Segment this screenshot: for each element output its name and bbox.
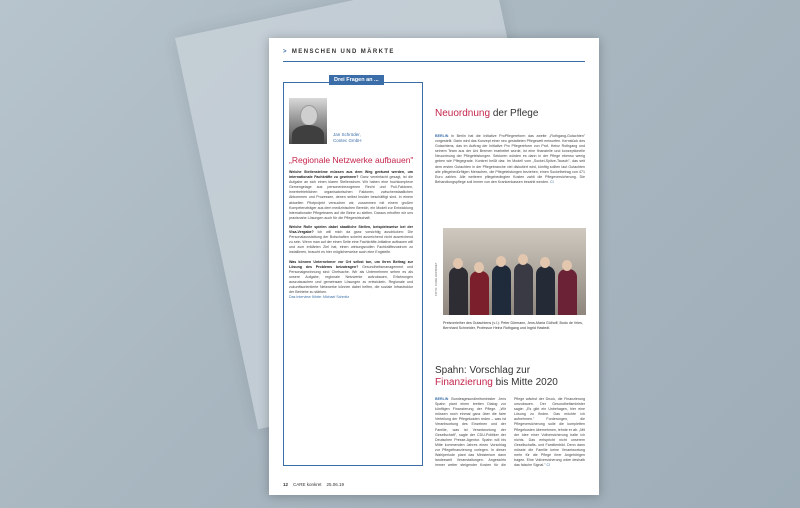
article2-text: Bundesgesundheitsminister Jens Spahn plant einen breiten Dialog zur künftigen Finanzierung der Pflege. „Wir müssen noch einmal ganz über die faire Verteilung der Pflegekosten reden – was ist Verantwortung des Einzelnen und der Familie, was ist Verantwortung der Gesellschaft", sagte der CDU-Politiker der Deutschen Presse-Agentur. Spahn will bis Mitte kommenden Jahres einen Vorschlag zur Pflegefinanzierung vorlegen. In dieser Wahlperiode plant das Ministerium dann landesweit Veranstaltungen. Angesichts immer weiter steigender Kosten für die Pflege wächst der Druck, die Finanzierung umzubauen. Der Gesundheitsminister sagte: „Es gibt ein Unbehagen, hier eine Lösung zu finden. Das möchte ich aufnehmen." Forderungen, die Pflegeversicherung solle die kompletten Pflegekosten übernehmen, lehnte er ab. „Mit der Idee einer Vollversicherung halte ich nichts. Das entspricht nicht unserem Gesellschafts- und Familienbild. Denn dann müsste die Familie keine Verantwortung mehr für die Pflege ihrer Angehörigen tragen. Eine Vollversicherung wäre deshalb das falsche Signal." — [435, 397, 585, 468]
portrait-shoulders — [292, 125, 324, 144]
photo-person — [536, 266, 555, 315]
page-number: 12 — [283, 482, 289, 487]
section-header — [283, 49, 395, 55]
group-photo — [443, 228, 586, 315]
publication-name: CARE konkret — [293, 482, 322, 487]
question-3: Was können Unternehmer vor Ort selbst tun, um ihren Beitrag zur Lösung des Problems beizutragen? — [289, 259, 413, 269]
answer-3: Gesundheitsmanagement und Personalgewinnung sind Chefsache. Wir als Unternehmen sehen es als unsere Aufgabe, regionale Netzwerke aufzubauen, Erfahrungen auszutauschen und gemeinsam Lösungen zu entwickeln. Regionale und zukunftsorientierte Netzwerke können dabei helfen, die soziale Infrastruktur der Betriebe zu stärken. — [289, 264, 413, 295]
photo-credit: FOTO: CARE KONKRET — [434, 262, 438, 296]
article2-title-rest: bis Mitte 2020 — [492, 377, 558, 388]
answer-2: Ich will mich da ganz vorsichtig ausdrücken: Die Personalausstattung der Botschaften scheint ausreichend nicht ausreichend zu sein. Wenn man auf der einen Seite eine Fachkräfte-Initiative aufbauen will und zum erklärten Ziel hat, einen wirkungsvollen Fachkräftezustrom zu installieren, braucht es hier möglicherweise auch eine Engstelle. — [289, 230, 413, 255]
article2-title-line1: Spahn: Vorschlag zur — [435, 365, 531, 376]
page-footer — [283, 482, 344, 487]
article2-body — [435, 397, 585, 489]
answer-1: Ganz vereinfacht gesagt, ist die Aufgabe an sich einen klaren Stellenstrom. Wir haben eine hochkomplexe Gemengelage aus personenbezogenen Recht und Pull-Faktoren, innerbetrieblichen organisatorischen Faktoren, zwischenstaatlichen Abkommen und Prozessen, denen selbst Insider beschäftigt sind. In einem aktuellen Pilotprojekt versuchen wir, zusammen mit einem großen Kompetenzträger aus dem medizinischen Bereich, ein Modell zur Entwicklung internationaler Pflegeteams auf die Beine zu stellen. Daraus erhoffen wir uns praxisnahe Lösungen auch für die Pflegewirtschaft. — [289, 175, 414, 220]
portrait-head — [300, 105, 318, 126]
article1-body — [435, 134, 585, 185]
article1-title-rest: der Pflege — [490, 108, 539, 119]
section-title: MENSCHEN UND MÄRKTE — [291, 49, 395, 55]
article1-endmark: CI — [550, 179, 554, 184]
article2-title — [435, 365, 585, 389]
interview-tab: Drei Fragen an ... — [329, 75, 384, 85]
person-credit — [333, 132, 362, 144]
photo-person — [470, 271, 489, 315]
question-1: Welche Stellenströme müssen aus dem Weg geräumt werden, um internationale Fachkräfte zu gewinnen? — [289, 170, 413, 180]
article2-endmark: CI — [546, 463, 551, 468]
issue-date: 25.06.19 — [326, 482, 345, 487]
interview-author: Das Interview führte: Michael Schmitz — [289, 295, 350, 300]
portrait-photo — [289, 98, 327, 144]
article1-dateline: BERLIN — [435, 134, 449, 138]
article2-dateline: BERLIN — [435, 397, 449, 401]
photo-caption: Preisverleiher des Gutachtens (v.l.): Peter Dörmann, Jens-Maria Gülhoff, Bodo de Vries, Bernhard Schneider, Professor Heinz Rothgang und Ingrid Hastedt. — [443, 321, 583, 330]
chevron-icon: > — [283, 49, 288, 55]
article1-title-highlight: Neuordnung — [435, 108, 491, 119]
photo-person — [492, 265, 511, 315]
article1-text: In Berlin hat die Initiative ProPflegereform das zweite „Rothgang-Gutachten" vorgestellt. Darin wird das Konzept einer neu gestalteten Pflegewelt entworfen. Kernstück des Gutachtens, das im Auftrag der Initiative Pro Pflegereform von Prof. Heinz Rothgang und seinem Team aus der Uni Bremen erarbeitet wurde, ist eine finanzielle und konzeptionelle Neuordnung der Pflegeleistungen. Sektoren würden es dann in der Pflege ebenso wenig geben wie Pflegegrade. Konkret heißt das: Im Modell vom „Sockel-Spitze-Tausch", das seit dem ersten Gutachten in der Pflegebranche viel diskutiert wird, künftig sollten laut Gutachten alle pflegebedürftigen Menschen, die Pflegeleistungen beziehen, einen Sockelbetrag von 471 Euro zahlen. Alle weiteren pflegebedingten Kosten zahlt die Pflegeversicherung. Die Behandlungspflege soll immer von den Krankenkassen bezahlt werden. — [435, 134, 585, 184]
article1-title — [435, 108, 585, 119]
photo-person — [558, 269, 577, 315]
person-company: Contec GmbH — [333, 138, 362, 143]
interview-title: „Regionale Netzwerke aufbauen" — [289, 155, 414, 165]
photo-person — [449, 267, 468, 315]
magazine-page — [269, 38, 599, 495]
question-2: Welche Rolle spielen dabei staatliche Stellen, beispielsweise bei der Visa-Vergabe? — [289, 224, 413, 235]
interview-text — [289, 170, 413, 300]
article2-title-highlight: Finanzierung — [435, 377, 493, 388]
header-rule — [283, 61, 585, 62]
photo-person — [514, 263, 533, 315]
person-name: Jan Schröder, — [333, 132, 361, 137]
